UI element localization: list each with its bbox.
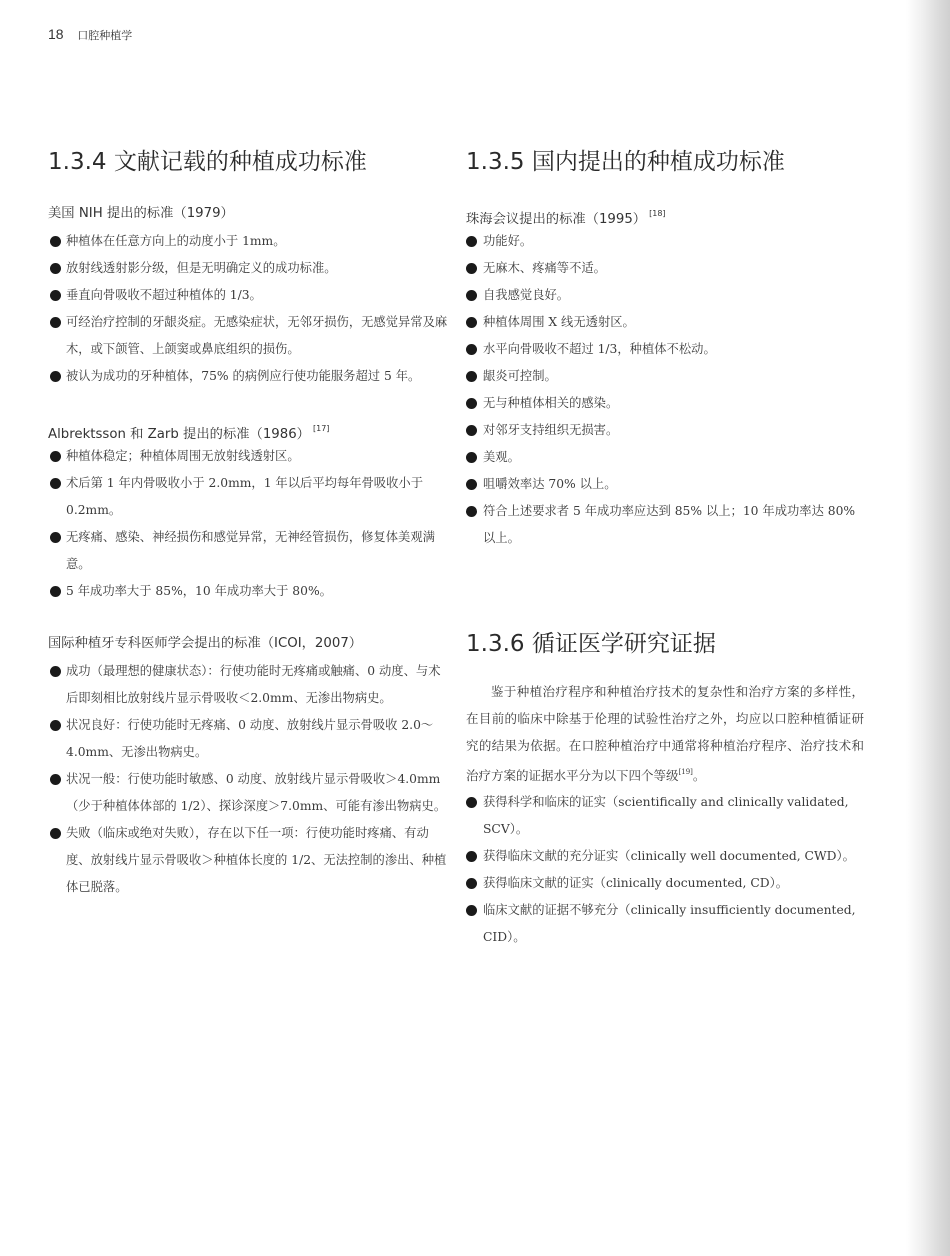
bullet-icon [50,263,61,274]
list-item [48,228,448,255]
bullet-icon [466,479,477,490]
icoi-list [48,658,448,901]
list-item-text: 被认为成功的牙种植体，75% 的病例应行使功能服务超过 5 年。 [66,369,421,383]
list-item [466,417,864,444]
bullet-icon [466,851,477,862]
right-column [466,142,864,951]
list-item-text: 获得临床文献的充分证实（clinically well documented, CWD）。 [483,849,855,863]
bullet-icon [50,451,61,462]
bullet-icon [466,317,477,328]
list-item [48,524,448,578]
list-item [48,658,448,712]
bullet-icon [466,452,477,463]
bullet-icon [50,317,61,328]
icoi-criteria [48,630,448,901]
bullet-icon [466,506,477,517]
list-item [466,789,864,843]
bullet-icon [466,797,477,808]
list-item-text: 自我感觉良好。 [483,288,570,302]
bullet-icon [466,425,477,436]
list-item [48,766,448,820]
list-item [48,282,448,309]
list-item-text: 失败（临床或绝对失败），存在以下任一项：行使功能时疼痛、有动度、放射线片显示骨吸收＞种植体长度的 1/2、无法控制的渗出、种植体已脱落。 [66,826,447,894]
list-item-text: 龈炎可控制。 [483,369,557,383]
list-item [466,228,864,255]
list-item-text: 垂直向骨吸收不超过种植体的 1/3。 [66,288,262,302]
list-item [48,578,448,605]
bullet-icon [50,478,61,489]
albrektsson-ref: [17] [312,424,330,433]
nih-list [48,228,448,390]
list-item [466,471,864,498]
list-item [48,309,448,363]
list-item-text: 种植体周围 X 线无透射区。 [483,315,635,329]
list-item-text: 无与种植体相关的感染。 [483,396,619,410]
list-item [466,336,864,363]
zhuhai-ref: [18] [649,209,666,218]
zhuhai-list [466,228,864,552]
bullet-icon [50,586,61,597]
list-item [466,255,864,282]
bullet-icon [466,236,477,247]
bullet-icon [50,828,61,839]
list-item-text: 功能好。 [483,234,533,248]
list-item-text: 放射线透射影分级，但是无明确定义的成功标准。 [66,261,337,275]
bullet-icon [50,532,61,543]
list-item [466,390,864,417]
list-item-text: 种植体稳定；种植体周围无放射线透射区。 [66,449,300,463]
list-item [48,255,448,282]
list-item-text: 状况一般：行使功能时敏感、0 动度、放射线片显示骨吸收＞4.0mm（少于种植体体部的 1/2）、探诊深度＞7.0mm、可能有渗出物病史。 [66,772,447,813]
list-item [466,282,864,309]
list-item [466,897,864,951]
section-1-3-6 [466,624,864,951]
running-header [48,26,132,43]
list-item [48,820,448,901]
evidence-paragraph: 鉴于种植治疗程序和种植治疗技术的复杂性和治疗方案的多样性，在目前的临床中除基于伦理的试验性治疗之外，均应以口腔种植循证研究的结果为依据。在口腔种植治疗中通常将种植治疗程序、治疗技术和治疗方案的证据水平分为以下四个等级[19]。 [466,684,864,783]
list-item [466,309,864,336]
left-column [48,142,448,901]
section-title-1-3-5: 1.3.5 国内提出的种植成功标准 [466,149,785,175]
list-item-text: 咀嚼效率达 70% 以上。 [483,477,617,491]
nih-heading: 美国 NIH 提出的标准（1979） [48,206,234,221]
zhuhai-heading: 珠海会议提出的标准（1995） [18] [466,209,666,227]
albrektsson-list [48,443,448,605]
bullet-icon [466,398,477,409]
bullet-icon [50,666,61,677]
list-item [48,470,448,524]
list-item [466,363,864,390]
section-title-1-3-6: 1.3.6 循证医学研究证据 [466,631,716,657]
bullet-icon [466,290,477,301]
list-item-text: 对邻牙支持组织无损害。 [483,423,619,437]
page-number: 18 [48,26,64,42]
bullet-icon [50,290,61,301]
list-item-text: 获得临床文献的证实（clinically documented, CD）。 [483,876,789,890]
albrektsson-criteria [48,415,448,605]
bullet-icon [50,720,61,731]
book-title: 口腔种植学 [77,30,133,42]
list-item-text: 状况良好：行使功能时无疼痛、0 动度、放射线片显示骨吸收 2.0～4.0mm、无渗出物病史。 [66,718,434,759]
bullet-icon [466,905,477,916]
list-item [466,498,864,552]
list-item [48,443,448,470]
bullet-icon [50,236,61,247]
zhuhai-criteria [466,200,864,552]
bullet-icon [466,344,477,355]
nih-criteria [48,200,448,390]
list-item-text: 美观。 [483,450,520,464]
list-item-text: 可经治疗控制的牙龈炎症。无感染症状，无邻牙损伤，无感觉异常及麻木，或下颌管、上颌窦或鼻底组织的损伤。 [66,315,448,356]
section-title-1-3-4: 1.3.4 文献记载的种植成功标准 [48,149,367,175]
list-item [48,712,448,766]
bullet-icon [466,371,477,382]
list-item-text: 无麻木、疼痛等不适。 [483,261,606,275]
list-item-text: 符合上述要求者 5 年成功率应达到 85% 以上；10 年成功率达 80% 以上。 [483,504,856,545]
list-item [466,870,864,897]
list-item [48,363,448,390]
albrektsson-heading: Albrektsson 和 Zarb 提出的标准（1986） [17] [48,424,330,442]
list-item [466,444,864,471]
list-item-text: 术后第 1 年内骨吸收小于 2.0mm，1 年以后平均每年骨吸收小于 0.2mm。 [66,476,423,517]
bullet-icon [466,878,477,889]
list-item [466,843,864,870]
evidence-level-list [466,789,864,951]
bullet-icon [466,263,477,274]
list-item-text: 临床文献的证据不够充分（clinically insufficiently documented, CID）。 [483,903,856,944]
list-item-text: 种植体在任意方向上的动度小于 1mm。 [66,234,286,248]
evidence-ref: [19] [678,768,693,776]
list-item-text: 获得科学和临床的证实（scientifically and clinically validated, SCV）。 [483,795,849,836]
list-item-text: 水平向骨吸收不超过 1/3，种植体不松动。 [483,342,716,356]
list-item-text: 成功（最理想的健康状态）：行使功能时无疼痛或触痛、0 动度、与术后即刻相比放射线片显示骨吸收＜2.0mm、无渗出物病史。 [66,664,441,705]
bullet-icon [50,774,61,785]
bullet-icon [50,371,61,382]
icoi-heading: 国际种植牙专科医师学会提出的标准（ICOI，2007） [48,636,363,651]
list-item-text: 无疼痛、感染、神经损伤和感觉异常，无神经管损伤，修复体美观满意。 [66,530,435,571]
list-item-text: 5 年成功率大于 85%，10 年成功率大于 80%。 [66,584,332,598]
